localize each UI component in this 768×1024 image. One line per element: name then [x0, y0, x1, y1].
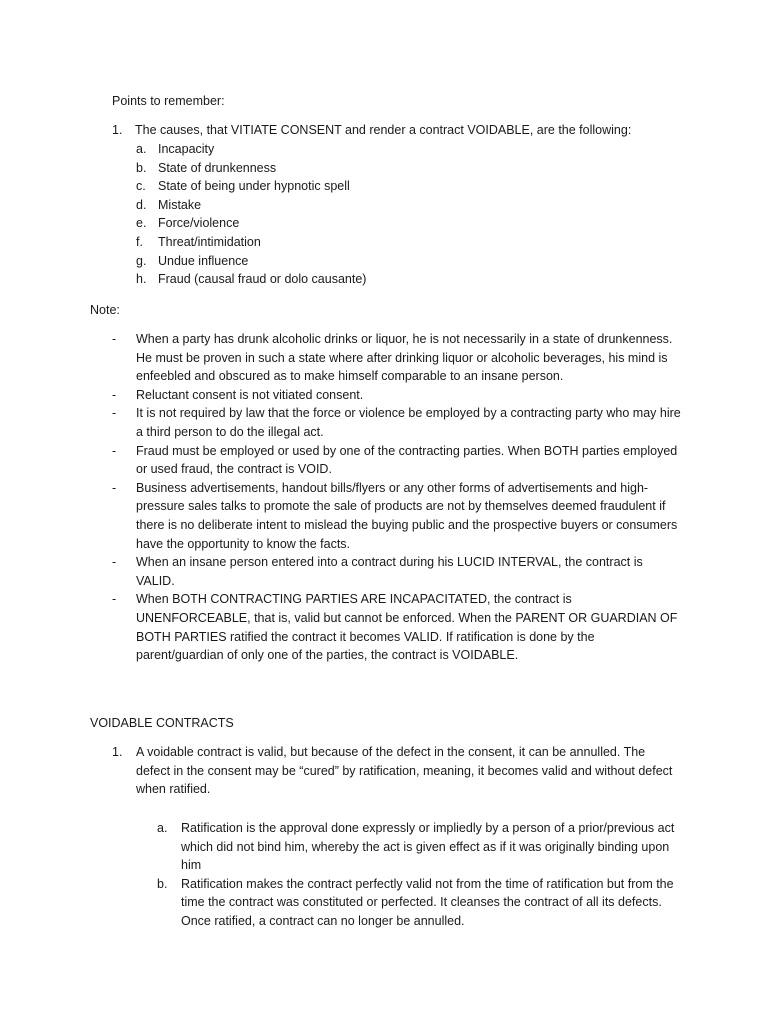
list-item: - Business advertisements, handout bills/flyers or any other forms of advertisements and high-pressure sales talks to promote the sale of products are not by themselves deemed fraudulent if there is no deliberate intent to mislead the buying public and the prospective buyers or consumers have the opportunity to know the facts.: [112, 480, 678, 551]
list-item: - When BOTH CONTRACTING PARTIES ARE INCAPACITATED, the contract is UNENFORCEABLE, that is, valid but cannot be enforced. When the PARENT OR GUARDIAN OF BOTH PARTIES ratified the contract it becomes VALID. If ratification is done by the parent/guardian of only one of the parties, the contract is VOIDABLE.: [112, 592, 678, 663]
list-item: g. Undue influence: [136, 253, 249, 268]
vitiating-causes-list: [136, 140, 536, 289]
voidable-item-1-text: A voidable contract is valid, but because of the defect in the consent, it can be annulled. The defect in the consent may be “cured” by ratification, meaning, it becomes valid and without defect when ratified.: [136, 745, 673, 797]
list-item: - Fraud must be employed or used by one of the contracting parties. When BOTH parties employed or used fraud, the contract is VOID.: [112, 443, 678, 477]
voidable-item-1-number: 1.: [112, 745, 123, 759]
list-item: - It is not required by law that the force or violence be employed by a contracting party who may hire a third person to do the illegal act.: [112, 406, 681, 439]
list-item: h. Fraud (causal fraud or dolo causante): [136, 272, 367, 287]
list-item: - Reluctant consent is not vitiated consent.: [112, 387, 364, 402]
list-item: b. State of drunkenness: [136, 160, 277, 175]
list-item: a. Ratification is the approval done expressly or impliedly by a person of a prior/previous act which did not bind him, whereby the act is given effect as if it was originally binding upon him: [157, 821, 675, 873]
list-item: d. Mistake: [136, 197, 202, 212]
list-item: e. Force/violence: [136, 216, 240, 231]
list-item: f. Threat/intimidation: [136, 234, 261, 249]
list-item: b. Ratification makes the contract perfectly valid not from the time of ratification but from the time the contract was constituted or perfected. It cleanses the contract of all its defects. Once ratified, a contract can no longer be annulled.: [157, 876, 674, 928]
list-item: - When an insane person entered into a contract during his LUCID INTERVAL, the contract is VALID.: [112, 555, 643, 588]
ratification-list: [157, 819, 687, 931]
list-item: - When a party has drunk alcoholic drinks or liquor, he is not necessarily in a state of drunkenness. He must be proven in such a state where after drinking liquor or alcoholic beverages, his mind is enfeebled and obscured as to make himself comparable to an insane person.: [112, 332, 673, 384]
note-heading: Note:: [90, 303, 120, 317]
points-item-1-text: The causes, that VITIATE CONSENT and render a contract VOIDABLE, are the following:: [135, 123, 632, 137]
points-heading: Points to remember:: [112, 94, 225, 108]
voidable-item-1: [112, 743, 682, 799]
list-item: c. State of being under hypnotic spell: [136, 179, 350, 194]
voidable-contracts-heading: VOIDABLE CONTRACTS: [90, 716, 234, 730]
note-bullet-list: [112, 330, 682, 665]
points-item-1: [112, 121, 712, 140]
list-item: a. Incapacity: [136, 142, 215, 156]
points-item-1-number: 1.: [112, 123, 123, 137]
